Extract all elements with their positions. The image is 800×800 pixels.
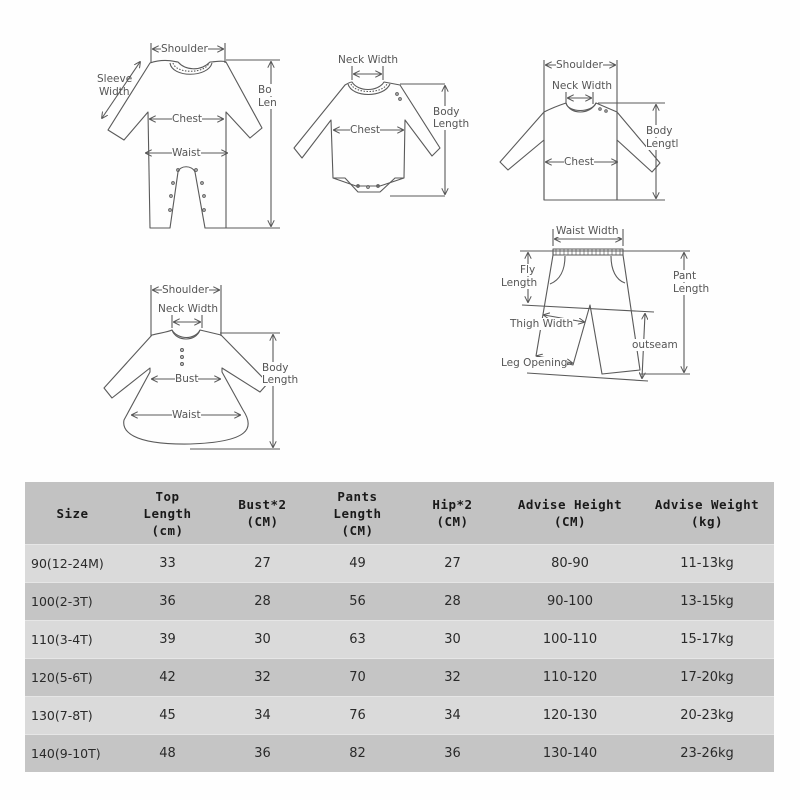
cell-advise-weight: 20-23kg [640, 697, 774, 735]
cell-pants-length: 76 [310, 697, 405, 735]
cell-advise-height: 120-130 [500, 697, 640, 735]
cell-bust: 34 [215, 697, 310, 735]
cell-advise-height: 80-90 [500, 545, 640, 583]
romper-shoulder-label: Shoulder [161, 43, 208, 55]
romper-chest-label: Chest [172, 113, 203, 125]
bodysuit-neck-width-label: Neck Width [338, 54, 399, 66]
cell-advise-weight: 15-17kg [640, 621, 774, 659]
cell-size: 110(3-4T) [25, 621, 120, 659]
cell-hip: 36 [405, 735, 500, 773]
cell-top-length: 33 [120, 545, 215, 583]
table-row [25, 621, 774, 659]
dress-body-length-label-2: Length [262, 374, 299, 386]
cell-pants-length: 70 [310, 659, 405, 697]
pants-waist-width-label: Waist Width [556, 225, 619, 237]
header-top-length: Top Length (cm) [120, 482, 215, 545]
cell-size: 100(2-3T) [25, 583, 120, 621]
cell-bust: 36 [215, 735, 310, 773]
romper-sketch [102, 43, 280, 228]
header-advise-weight: Advise Weight (kg) [640, 482, 774, 545]
pants-pant-length-label-1: Pant [673, 270, 697, 282]
cell-advise-weight: 23-26kg [640, 735, 774, 773]
cell-bust: 27 [215, 545, 310, 583]
cell-bust: 28 [215, 583, 310, 621]
cell-hip: 30 [405, 621, 500, 659]
cell-size: 90(12-24M) [25, 545, 120, 583]
pants-pant-length-label-2: Length [673, 283, 710, 295]
cell-top-length: 45 [120, 697, 215, 735]
table-row [25, 697, 774, 735]
cell-hip: 27 [405, 545, 500, 583]
cell-advise-height: 90-100 [500, 583, 640, 621]
cell-size: 120(5-6T) [25, 659, 120, 697]
size-chart-table [25, 482, 774, 772]
cell-advise-height: 130-140 [500, 735, 640, 773]
cell-top-length: 48 [120, 735, 215, 773]
header-size: Size [25, 482, 120, 545]
romper-body-length-label-1: Bo [258, 84, 272, 96]
table-header-row [25, 482, 774, 545]
cell-size: 130(7-8T) [25, 697, 120, 735]
bodysuit-chest-label: Chest [350, 124, 381, 136]
dress-shoulder-label: Shoulder [162, 284, 209, 296]
cell-top-length: 36 [120, 583, 215, 621]
dress-neck-width-label: Neck Width [158, 303, 219, 315]
table-row [25, 545, 774, 583]
cell-size: 140(9-10T) [25, 735, 120, 773]
cell-pants-length: 49 [310, 545, 405, 583]
romper-body-length-label-2: Len [258, 97, 277, 109]
cell-bust: 32 [215, 659, 310, 697]
cell-pants-length: 63 [310, 621, 405, 659]
romper-sleeve-label-1: Sleeve [97, 73, 133, 85]
bodysuit-body-length-label-2: Length [433, 118, 470, 130]
bodysuit-body-length-label-1: Body [433, 106, 460, 118]
dress-waist-label: Waist [172, 409, 201, 421]
cell-hip: 34 [405, 697, 500, 735]
table-row [25, 583, 774, 621]
cell-advise-height: 110-120 [500, 659, 640, 697]
cell-hip: 28 [405, 583, 500, 621]
pants-fly-length-label-2: Length [501, 277, 538, 289]
sweater-neck-width-label: Neck Width [552, 80, 613, 92]
dress-bust-label: Bust [175, 373, 199, 385]
romper-waist-label: Waist [172, 147, 201, 159]
cell-top-length: 39 [120, 621, 215, 659]
pants-outseam-label: outseam [632, 339, 678, 351]
cell-hip: 32 [405, 659, 500, 697]
table-row [25, 659, 774, 697]
cell-pants-length: 82 [310, 735, 405, 773]
header-advise-height: Advise Height (CM) [500, 482, 640, 545]
sweater-chest-label: Chest [564, 156, 595, 168]
sweater-shoulder-label: Shoulder [556, 59, 603, 71]
table-row [25, 735, 774, 773]
pants-fly-length-label-1: Fly [520, 264, 536, 276]
cell-advise-weight: 17-20kg [640, 659, 774, 697]
cell-top-length: 42 [120, 659, 215, 697]
dress-body-length-label-1: Body [262, 362, 289, 374]
sweater-body-length-label-2: Lengtl [646, 138, 679, 150]
header-bust: Bust*2 (CM) [215, 482, 310, 545]
cell-advise-weight: 13-15kg [640, 583, 774, 621]
cell-bust: 30 [215, 621, 310, 659]
romper-sleeve-label-2: Width [99, 86, 130, 98]
cell-advise-weight: 11-13kg [640, 545, 774, 583]
cell-advise-height: 100-110 [500, 621, 640, 659]
pants-leg-opening-label: Leg Opening [501, 357, 568, 369]
header-pants-length: Pants Length (CM) [310, 482, 405, 545]
cell-pants-length: 56 [310, 583, 405, 621]
header-hip: Hip*2 (CM) [405, 482, 500, 545]
sweater-body-length-label-1: Body [646, 125, 673, 137]
pants-thigh-width-label: Thigh Width [510, 318, 574, 330]
